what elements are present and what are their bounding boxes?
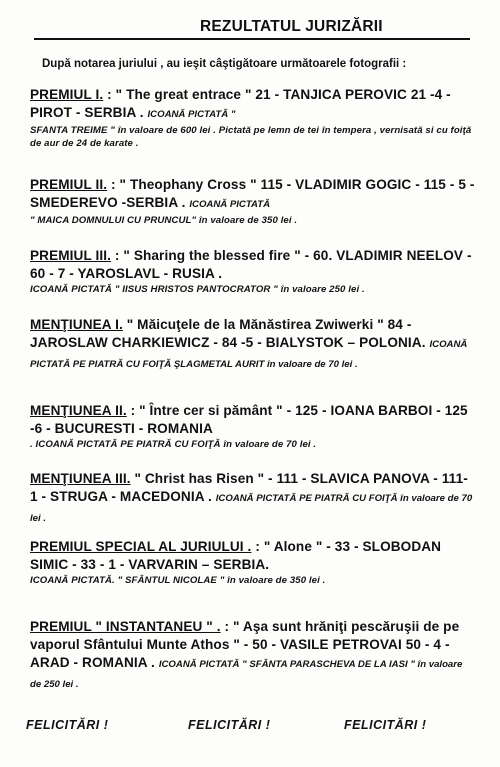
title-underline	[34, 38, 470, 40]
mention-1-text: " Măicuţele de la Mănăstirea Zwiwerki " 84 - JAROSLAW CHARKIEWICZ - 84 -5 - BIALYSTOK – POLONIA.	[30, 317, 430, 350]
mention-3-label: MENŢIUNEA III.	[30, 471, 131, 486]
prize-2-text: : " Theophany Cross " 115 - VLADIMIR GOGIC - 115 - 5 - SMEDEREVO -SERBIA .	[30, 177, 475, 210]
prize-2-label: PREMIUL II.	[30, 177, 108, 192]
prize-1-desc-2: SFANTA TREIME " în valoare de 600 lei . Pictată pe lemn de tei în tempera , vernisată si cu foiţă de aur de 24 de karate .	[30, 125, 472, 149]
prize-3	[30, 247, 476, 296]
mention-3-text: " Christ has Risen " - 111 - SLAVICA PANOVA - 111- 1 - STRUGA - MACEDONIA .	[30, 471, 468, 504]
congrats-1: FELICITĂRI !	[26, 718, 109, 732]
congrats-2: FELICITĂRI !	[188, 718, 271, 732]
special-prize-text: : " Alone " - 33 - SLOBODAN SIMIC - 33 - 1 - VARVARIN – SERBIA.	[30, 539, 442, 572]
prize-1	[30, 86, 476, 150]
mention-3	[30, 470, 476, 528]
mention-3-desc: ICOANĂ PICTATĂ PE PIATRĂ CU FOIŢĂ în valoare de 70 lei .	[30, 493, 473, 524]
prize-1-text: : " The great entrace " 21 - TANJICA PEROVIC 21 -4 - PIROT - SERBIA .	[30, 87, 451, 120]
mention-2-label: MENŢIUNEA II.	[30, 403, 127, 418]
prize-3-text: : " Sharing the blessed fire " - 60. VLADIMIR NEELOV - 60 - 7 - YAROSLAVL - RUSIA .	[30, 248, 472, 281]
prize-3-desc-2: ICOANĂ PICTATĂ " IISUS HRISTOS PANTOCRATOR " în valoare 250 lei .	[30, 284, 365, 295]
instantaneu-prize-text: : " Aşa sunt hrăniţi pescăruşii de pe vaporul Sfântului Munte Athos " - 50 - VASILE PETROVAI 50 - 4 - ARAD - ROMANIA .	[30, 619, 460, 670]
special-prize-desc-2: ICOANĂ PICTATĂ. " SFÂNTUL NICOLAE " în valoare de 350 lei .	[30, 575, 326, 586]
instantaneu-prize-desc: ICOANĂ PICTATĂ " SFÂNTA PARASCHEVA DE LA IASI " în valoare de 250 lei .	[30, 659, 463, 690]
prize-2	[30, 176, 476, 227]
prize-2-desc-2: " MAICA DOMNULUI CU PRUNCUL" în valoare de 350 lei .	[30, 215, 298, 226]
instantaneu-prize-label: PREMIUL " INSTANTANEU " .	[30, 619, 221, 634]
mention-2-text: : " Între cer si pământ " - 125 - IOANA BARBOI - 125 -6 - BUCURESTI - ROMANIA	[30, 403, 468, 436]
prize-2-desc: ICOANĂ PICTATĂ	[189, 199, 271, 210]
special-prize	[30, 538, 476, 587]
prize-1-desc: ICOANĂ PICTATĂ "	[147, 109, 236, 120]
mention-1-label: MENŢIUNEA I.	[30, 317, 123, 332]
prize-3-label: PREMIUL III.	[30, 248, 112, 263]
page-title: REZULTATUL JURIZĂRII	[200, 18, 383, 35]
intro-text: După notarea juriului , au ieşit câştigătoare următoarele fotografii :	[42, 58, 407, 70]
special-prize-label: PREMIUL SPECIAL AL JURIULUI .	[30, 539, 252, 554]
prize-1-label: PREMIUL I.	[30, 87, 104, 102]
mention-2-desc-2: . ICOANĂ PICTATĂ PE PIATRĂ CU FOIŢĂ în valoare de 70 lei .	[30, 439, 317, 450]
instantaneu-prize	[30, 618, 476, 694]
mention-2	[30, 402, 476, 451]
mention-1	[30, 316, 476, 374]
mention-1-desc: ICOANĂ PICTATĂ PE PIATRĂ CU FOIŢĂ ŞLAGMETAL AURIT în valoare de 70 lei .	[30, 339, 468, 370]
congrats-3: FELICITĂRI !	[344, 718, 427, 732]
